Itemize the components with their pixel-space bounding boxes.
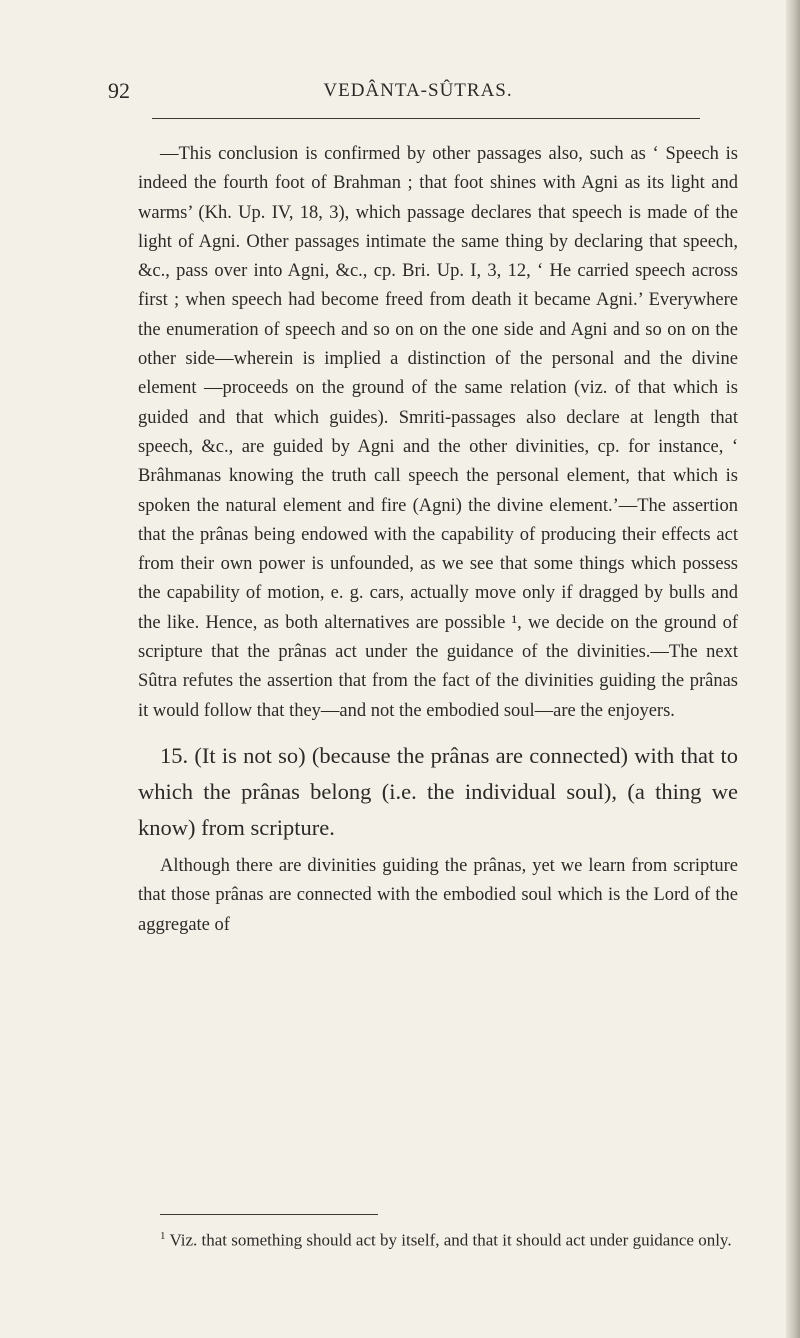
running-head: VEDÂNTA-SÛTRAS. <box>323 80 513 101</box>
footnote-rule <box>160 1214 378 1215</box>
footnote <box>138 1222 738 1255</box>
footnote-text: Viz. that something should act by itself, and that it should act under guidance only. <box>169 1230 732 1250</box>
footnote-marker: 1 <box>160 1230 166 1242</box>
page-header <box>108 78 728 110</box>
sutra-15: 15. (It is not so) (because the prânas are connected) with that to which the prânas belong (i.e. the individual soul), (a thing we know) from scripture. <box>138 742 738 840</box>
paragraph-1: —This conclusion is confirmed by other passages also, such as ‘ Speech is indeed the fourth foot of Brahman ; that foot shines with Agni as its light and warms’ (Kh. Up. IV, 18, 3), which passage declares that speech is made of the light of Agni. Other passages intimate the same thing by declaring that speech, &c., pass over into Agni, &c., cp. Bri. Up. I, 3, 12, ‘ He carried speech across first ; when speech had become freed from death it became Agni.’ Everywhere the enumeration of speech and so on on the one side and Agni and so on on the other side—wherein is implied a distinction of the personal and the divine element —proceeds on the ground of the same relation (viz. of that which is guided and that which guides). Smriti-passages also declare at length that speech, &c., are guided by Agni and the other divinities, cp. for instance, ‘ Brâhmanas knowing the truth call speech the personal element, that which is spoken the natural element and fire (Agni) the divine element.’—The assertion that the prânas being endowed with the capability of producing their effects act from their own power is unfounded, as we see that some things which possess the capability of motion, e. g. cars, actually move only if dragged by bulls and the like. Hence, as both alternatives are possible ¹, we decide on the ground of scripture that the prânas act under the guidance of the divinities.—The next Sûtra refutes the assertion that from the fact of the divinities guiding the prânas it would follow that they—and not the embodied soul—are the enjoyers. <box>138 144 738 721</box>
paragraph-2: Although there are divinities guiding the prânas, yet we learn from scripture that those prânas are connected with the embodied soul which is the Lord of the aggregate of <box>138 855 738 935</box>
header-rule <box>152 118 700 119</box>
page-spine-shadow <box>786 0 800 1338</box>
page-body <box>138 140 738 940</box>
page-number: 92 <box>108 78 130 103</box>
